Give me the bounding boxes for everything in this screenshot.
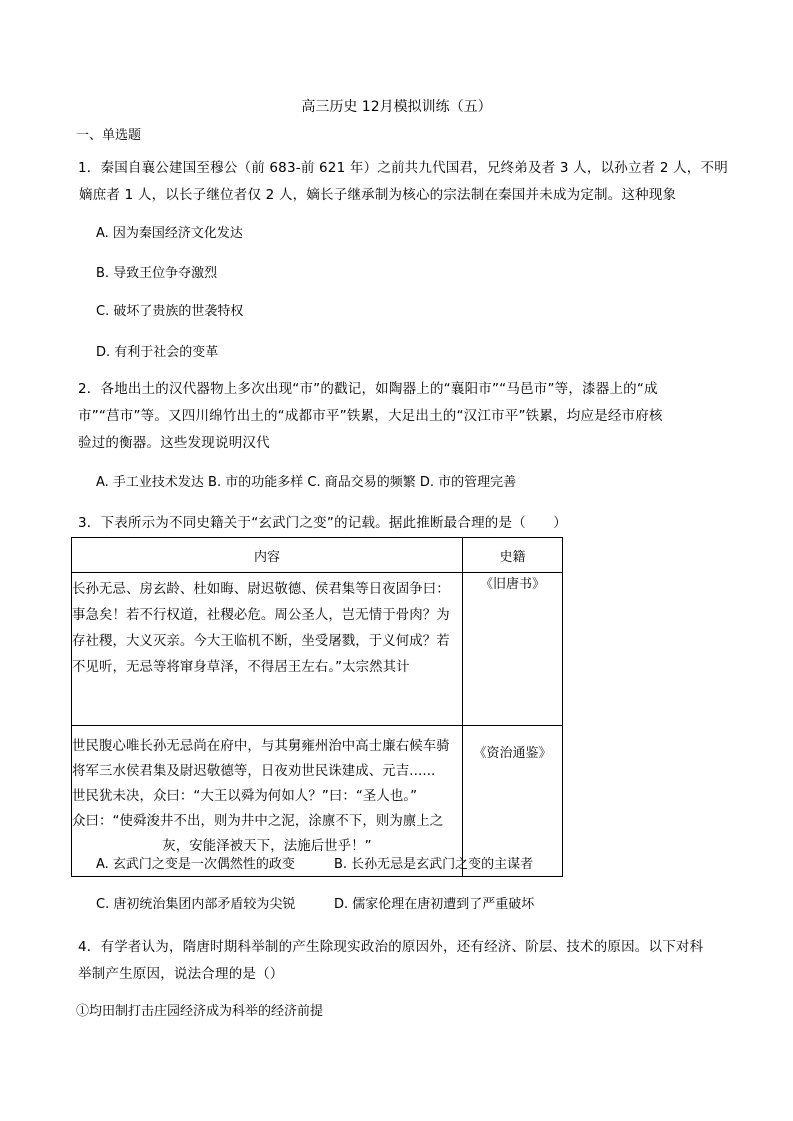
table-row-2-line-4: 众曰：“使舜浚井不出，则为井中之泥，涂廪不下，则为廪上之 [72,814,444,829]
question-1-option-d: D. 有利于社会的变革 [96,345,219,360]
table-row-2-line-5: 灰，安能泽被天下，法施后世乎！” [162,839,372,854]
table-row-2-line-3: 世民犹未决，众曰：“大王以舜为何如人？”曰：“圣人也。” [72,789,418,804]
question-4-stem-line-1: 4．有学者认为，隋唐时期科举制的产生除现实政治的原因外，还有经济、阶层、技术的原因。以下对科 [78,939,704,955]
question-3-option-c: C. 唐初统治集团内部矛盾较为尖锐 [96,897,296,912]
question-2-options: A. 手工业技术发达 B. 市的功能多样 C. 商品交易的频繁 D. 市的管理完善 [96,475,517,490]
table-header-content: 内容 [72,538,463,573]
table-row-1-line-3: 存社稷，大义灭亲。今大王临机不断，坐受屠戮，于义何成？若 [72,634,450,649]
question-1-option-c: C. 破坏了贵族的世袭特权 [96,304,244,319]
question-2-stem-line-2: 市”“莒市”等。又四川绵竹出土的“成都市平”铁累，大足出土的“汉江市平”铁累，均应是经市府核 [78,408,663,424]
table-row-1-line-2: 事急矣！若不行权道，社稷必危。周公圣人，岂无情于骨肉？为 [72,608,450,623]
question-1-stem-line-2: 嫡庶者 1 人，以长子继位者仅 2 人，嫡长子继承制为核心的宗法制在秦国并未成为定制。这种现象 [79,187,677,203]
question-1-option-b: B. 导致王位争夺激烈 [96,266,218,281]
question-2-stem-line-3: 验过的衡器。这些发现说明汉代 [78,435,270,451]
table-cell-content [72,573,463,726]
table-row-2-line-2: 将军三水侯君集及尉迟敬德等，日夜劝世民诛建成、元吉...... [72,764,436,779]
table-row-2-line-1: 世民腹心唯长孙无忌尚在府中，与其舅雍州治中高士廉右候车骑 [72,739,450,754]
question-3-stem: 3．下表所示为不同史籍关于“玄武门之变”的记载。据此推断最合理的是（ ） [78,515,567,531]
question-4-stem-line-2: 举制产生原因，说法合理的是（） [78,966,284,982]
question-3-option-b: B. 长孙无忌是玄武门之变的主谋者 [334,857,534,872]
table-row-1-line-1: 长孙无忌、房玄龄、杜如晦、尉迟敬德、侯君集等日夜固争曰： [72,582,450,597]
table-cell-source-zizhi-tongjian: 《资治通鉴》 [463,726,563,877]
question-4-statement-1: ①均田制打击庄园经济成为科举的经济前提 [76,1004,324,1019]
table-row-1-line-4: 不见听，无忌等将窜身草泽，不得居王左右。”太宗然其计 [72,660,410,675]
question-1-stem-line-1: 1．秦国自襄公建国至穆公（前 683-前 621 年）之前共九代国君，兄终弟及者 3 人，以孙立者 2 人，不明 [78,160,728,176]
page-title: 高三历史 12月模拟训练（五） [301,99,492,115]
question-3-option-a: A. 玄武门之变是一次偶然性的政变 [96,857,295,872]
question-2-stem-line-1: 2．各地出土的汉代器物上多次出现“市”的戳记，如陶器上的“襄阳市”“马邑市”等，漆器上的“成 [78,381,658,397]
section-heading: 一、单选题 [76,128,142,143]
table-header-source: 史籍 [463,538,563,573]
history-records-table [71,537,563,877]
question-3-option-d: D. 儒家伦理在唐初遭到了严重破坏 [334,897,535,912]
question-1-option-a: A. 因为秦国经济文化发达 [96,226,243,241]
table-header-row [72,538,563,573]
table-cell-source-old-tang-book: 《旧唐书》 [463,573,563,726]
table-row [72,573,563,726]
